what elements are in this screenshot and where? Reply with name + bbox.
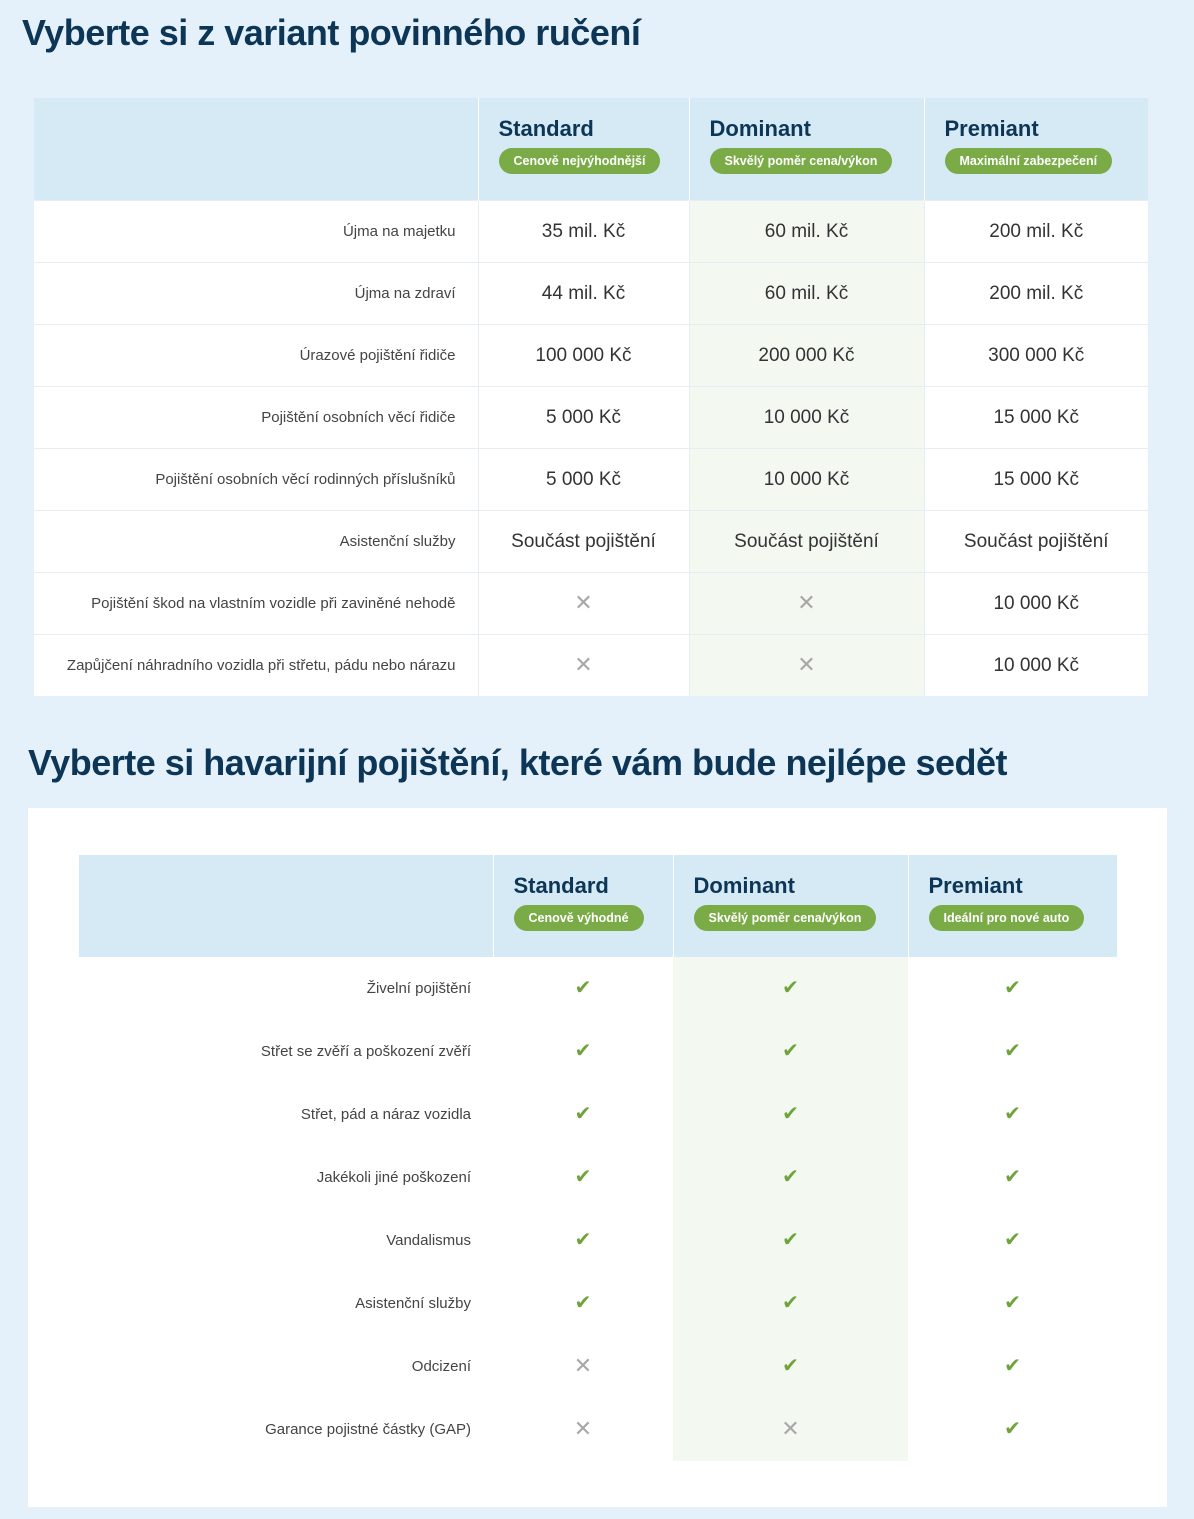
value-cell-dominant: 10 000 Kč — [689, 387, 924, 449]
page-title-casco: Vyberte si havarijní pojištění, které vám bude nejlépe sedět — [28, 742, 1008, 783]
plan-name: Dominant — [709, 116, 811, 141]
plan-name: Standard — [513, 873, 609, 898]
value-cell-dominant — [689, 635, 924, 697]
value-cell-standard — [493, 1146, 673, 1209]
value-cell-premiant — [908, 957, 1117, 1020]
value-cell-dominant: 60 mil. Kč — [689, 201, 924, 263]
table-row — [79, 1083, 1117, 1146]
value-cell-standard — [478, 635, 689, 697]
plan-name: Standard — [498, 116, 594, 141]
check-icon: ✔ — [1004, 1418, 1021, 1440]
value-cell-standard: 100 000 Kč — [478, 325, 689, 387]
check-icon: ✔ — [782, 1355, 799, 1377]
check-icon: ✔ — [574, 1103, 592, 1125]
value-cell-standard: 44 mil. Kč — [478, 263, 689, 325]
value-cell-dominant — [689, 573, 924, 635]
table-row — [79, 1335, 1117, 1398]
value-cell-premiant: 200 mil. Kč — [924, 263, 1148, 325]
table-row — [34, 449, 1148, 511]
cross-icon: ✕ — [797, 589, 816, 615]
check-icon: ✔ — [782, 1229, 799, 1251]
value-cell-dominant — [673, 1335, 908, 1398]
value-cell-premiant — [908, 1272, 1117, 1335]
row-label: Zapůjčení náhradního vozidla při střetu, pádu nebo nárazu — [34, 635, 478, 697]
value-cell-standard: 35 mil. Kč — [478, 201, 689, 263]
value-cell-dominant — [673, 1209, 908, 1272]
table-row — [34, 325, 1148, 387]
check-icon: ✔ — [1004, 1103, 1021, 1125]
table-row — [34, 263, 1148, 325]
value-cell-premiant: Součást pojištění — [924, 511, 1148, 573]
check-icon: ✔ — [782, 1292, 799, 1314]
value-cell-dominant — [673, 1146, 908, 1209]
casco-comparison-table — [79, 855, 1117, 1461]
row-label: Pojištění osobních věcí rodinných příslušníků — [34, 449, 478, 511]
plan-name: Premiant — [928, 873, 1023, 898]
plan-header-dominant[interactable] — [673, 855, 908, 957]
table-row — [34, 511, 1148, 573]
value-cell-dominant: Součást pojištění — [689, 511, 924, 573]
value-cell-premiant: 200 mil. Kč — [924, 201, 1148, 263]
table-row — [79, 1146, 1117, 1209]
value-cell-premiant — [908, 1398, 1117, 1461]
value-cell-dominant: 200 000 Kč — [689, 325, 924, 387]
check-icon: ✔ — [1004, 1229, 1021, 1251]
cross-icon: ✕ — [574, 651, 593, 677]
liability-comparison-table — [34, 98, 1148, 696]
table-row — [79, 1209, 1117, 1272]
plan-badge: Ideální pro nové auto — [929, 905, 1085, 931]
value-cell-standard: Součást pojištění — [478, 511, 689, 573]
check-icon: ✔ — [574, 1040, 592, 1062]
plan-header-premiant[interactable] — [924, 98, 1148, 201]
table-header-empty — [34, 98, 478, 201]
check-icon: ✔ — [1004, 1040, 1021, 1062]
value-cell-premiant: 300 000 Kč — [924, 325, 1148, 387]
row-label: Újma na zdraví — [34, 263, 478, 325]
cross-icon: ✕ — [574, 589, 593, 615]
row-label: Pojištění osobních věcí řidiče — [34, 387, 478, 449]
value-cell-standard — [493, 1398, 673, 1461]
check-icon: ✔ — [782, 977, 799, 999]
value-cell-premiant — [908, 1146, 1117, 1209]
value-cell-premiant — [908, 1335, 1117, 1398]
value-cell-premiant — [908, 1083, 1117, 1146]
row-label: Garance pojistné částky (GAP) — [79, 1398, 493, 1461]
value-cell-dominant — [673, 957, 908, 1020]
check-icon: ✔ — [1004, 1355, 1021, 1377]
page-title-liability: Vyberte si z variant povinného ručení — [22, 12, 641, 53]
plan-header-dominant[interactable] — [689, 98, 924, 201]
table-header-empty — [79, 855, 493, 957]
row-label: Střet, pád a náraz vozidla — [79, 1083, 493, 1146]
value-cell-standard — [493, 1272, 673, 1335]
table-row — [79, 1020, 1117, 1083]
check-icon: ✔ — [782, 1166, 799, 1188]
value-cell-dominant: 60 mil. Kč — [689, 263, 924, 325]
value-cell-premiant: 15 000 Kč — [924, 387, 1148, 449]
value-cell-premiant — [908, 1020, 1117, 1083]
check-icon: ✔ — [1004, 1292, 1021, 1314]
row-label: Asistenční služby — [34, 511, 478, 573]
plan-header-premiant[interactable] — [908, 855, 1117, 957]
check-icon: ✔ — [1004, 977, 1021, 999]
value-cell-standard: 5 000 Kč — [478, 449, 689, 511]
row-label: Vandalismus — [79, 1209, 493, 1272]
value-cell-dominant — [673, 1020, 908, 1083]
value-cell-premiant: 10 000 Kč — [924, 573, 1148, 635]
table-row — [79, 1272, 1117, 1335]
table-row — [34, 573, 1148, 635]
plan-name: Dominant — [693, 873, 795, 898]
value-cell-premiant: 10 000 Kč — [924, 635, 1148, 697]
check-icon: ✔ — [574, 1292, 592, 1314]
table-row — [79, 957, 1117, 1020]
value-cell-dominant: 10 000 Kč — [689, 449, 924, 511]
table-row — [34, 635, 1148, 697]
row-label: Pojištění škod na vlastním vozidle při zaviněné nehodě — [34, 573, 478, 635]
plan-badge: Skvělý poměr cena/výkon — [694, 905, 877, 931]
row-label: Střet se zvěří a poškození zvěří — [79, 1020, 493, 1083]
value-cell-premiant: 15 000 Kč — [924, 449, 1148, 511]
value-cell-standard — [493, 957, 673, 1020]
value-cell-dominant — [673, 1272, 908, 1335]
cross-icon: ✕ — [797, 651, 816, 677]
table-row — [34, 387, 1148, 449]
table-row — [79, 1398, 1117, 1461]
row-label: Úrazové pojištění řidiče — [34, 325, 478, 387]
plan-badge: Cenově výhodné — [514, 905, 644, 931]
cross-icon: ✕ — [573, 1353, 593, 1378]
plan-badge: Maximální zabezpečení — [945, 148, 1113, 174]
value-cell-standard — [493, 1209, 673, 1272]
value-cell-premiant — [908, 1209, 1117, 1272]
row-label: Újma na majetku — [34, 201, 478, 263]
table-row — [34, 201, 1148, 263]
row-label: Odcizení — [79, 1335, 493, 1398]
row-label: Asistenční služby — [79, 1272, 493, 1335]
value-cell-standard — [493, 1020, 673, 1083]
check-icon: ✔ — [574, 977, 592, 999]
plan-header-standard[interactable] — [493, 855, 673, 957]
plan-badge: Cenově nejvýhodnější — [499, 148, 661, 174]
row-label: Jakékoli jiné poškození — [79, 1146, 493, 1209]
value-cell-standard — [478, 573, 689, 635]
value-cell-standard: 5 000 Kč — [478, 387, 689, 449]
check-icon: ✔ — [1004, 1166, 1021, 1188]
row-label: Živelní pojištění — [79, 957, 493, 1020]
check-icon: ✔ — [782, 1103, 799, 1125]
value-cell-standard — [493, 1083, 673, 1146]
check-icon: ✔ — [782, 1040, 799, 1062]
check-icon: ✔ — [574, 1166, 592, 1188]
plan-badge: Skvělý poměr cena/výkon — [710, 148, 893, 174]
plan-header-standard[interactable] — [478, 98, 689, 201]
check-icon: ✔ — [574, 1229, 592, 1251]
value-cell-standard — [493, 1335, 673, 1398]
value-cell-dominant — [673, 1398, 908, 1461]
value-cell-dominant — [673, 1083, 908, 1146]
cross-icon: ✕ — [573, 1416, 593, 1441]
cross-icon: ✕ — [781, 1416, 800, 1441]
plan-name: Premiant — [944, 116, 1039, 141]
